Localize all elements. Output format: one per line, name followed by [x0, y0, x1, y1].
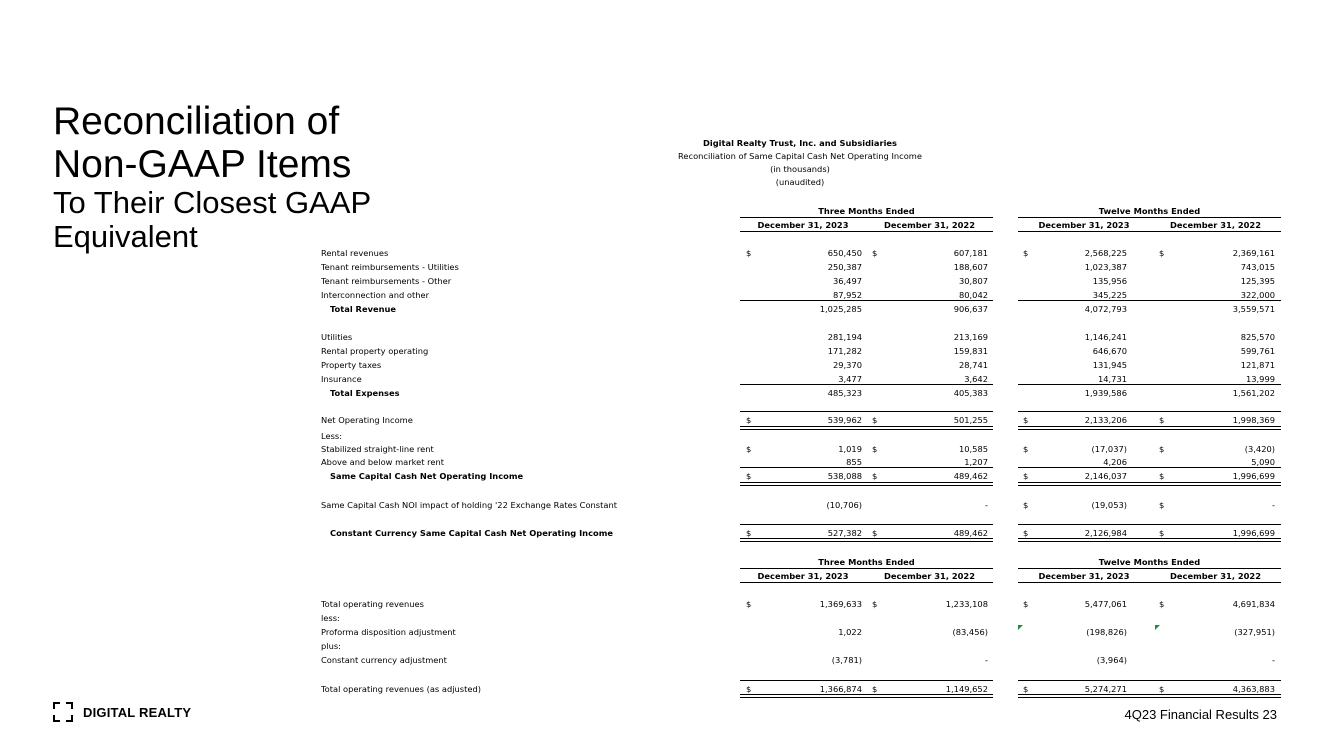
- row-value: 213,169: [953, 332, 988, 342]
- twelve-months-header-bottom: Twelve Months Ended: [1098, 557, 1201, 567]
- total-double-rule: [1018, 482, 1281, 486]
- row-label: less:: [321, 613, 340, 623]
- row-value: 5,090: [1251, 457, 1275, 467]
- row-value: 599,761: [1240, 346, 1275, 356]
- dollar-sign: $: [1023, 415, 1029, 425]
- row-value: (3,964): [1096, 655, 1127, 665]
- row-value: 29,370: [832, 360, 862, 370]
- header-rule: [740, 568, 993, 569]
- row-label: Constant Currency Same Capital Cash Net Operating Income: [330, 528, 613, 538]
- comment-flag-icon: [1155, 625, 1160, 630]
- dollar-sign: $: [1023, 444, 1029, 454]
- row-value: 1,369,633: [819, 599, 862, 609]
- row-value: 131,945: [1092, 360, 1127, 370]
- row-value: 4,072,793: [1084, 304, 1127, 314]
- row-value: 2,568,225: [1084, 248, 1127, 258]
- row-value: 1,366,874: [819, 684, 862, 694]
- row-label: Stabilized straight-line rent: [321, 444, 434, 454]
- row-value: 36,497: [832, 276, 862, 286]
- row-value: 1,561,202: [1232, 388, 1275, 398]
- footer: [1125, 707, 1278, 722]
- row-value: 125,395: [1240, 276, 1275, 286]
- row-value: 3,559,571: [1232, 304, 1275, 314]
- column-header-top: December 31, 2022: [1170, 220, 1261, 230]
- row-value: 322,000: [1240, 290, 1275, 300]
- report-audit: (unaudited): [775, 177, 825, 187]
- total-double-rule: [740, 538, 993, 542]
- row-label: Same Capital Cash Net Operating Income: [330, 471, 524, 481]
- dollar-sign: $: [872, 599, 878, 609]
- row-label: Net Operating Income: [321, 415, 413, 425]
- column-header-top: December 31, 2023: [1038, 220, 1130, 230]
- subtotal-rule: [1018, 300, 1281, 301]
- row-label: Rental revenues: [321, 248, 389, 258]
- logo-text: DIGITAL REALTY: [83, 704, 192, 720]
- row-value: 281,194: [827, 332, 862, 342]
- row-label: Insurance: [321, 374, 362, 384]
- row-value: 1,146,241: [1084, 332, 1127, 342]
- comment-flag-icon: [1018, 625, 1023, 630]
- subtotal-rule: [740, 384, 993, 385]
- three-months-header-top: Three Months Ended: [818, 206, 915, 216]
- row-value: 2,133,206: [1084, 415, 1127, 425]
- dollar-sign: $: [872, 684, 878, 694]
- dollar-sign: $: [872, 444, 878, 454]
- row-value: 501,255: [953, 415, 988, 425]
- row-label: Total Expenses: [330, 388, 400, 398]
- header-rule: [1018, 217, 1281, 218]
- row-value: (10,706): [826, 500, 862, 510]
- dollar-sign: $: [1159, 471, 1165, 481]
- dollar-sign: $: [1159, 415, 1165, 425]
- title-line-1: Reconciliation of: [53, 100, 340, 143]
- row-value: (83,456): [952, 627, 988, 637]
- row-value: 538,088: [827, 471, 862, 481]
- row-value: (3,420): [1244, 444, 1275, 454]
- digital-realty-bracket-icon: [53, 702, 73, 722]
- dollar-sign: $: [746, 471, 752, 481]
- column-header-bottom: December 31, 2022: [884, 571, 975, 581]
- dollar-sign: $: [872, 528, 878, 538]
- row-value: (198,826): [1086, 627, 1127, 637]
- row-value: 539,962: [827, 415, 862, 425]
- row-value: (17,037): [1091, 444, 1127, 454]
- report-header: [600, 137, 1000, 189]
- subtotal-rule: [1018, 524, 1281, 525]
- header-rule: [1018, 568, 1281, 569]
- row-label: Less:: [321, 431, 343, 441]
- subtotal-rule: [1018, 384, 1281, 385]
- row-label: Total operating revenues (as adjusted): [321, 684, 481, 694]
- subtotal-rule: [740, 300, 993, 301]
- subtotal-rule: [740, 524, 993, 525]
- header-rule: [1018, 231, 1281, 232]
- row-value: 159,831: [953, 346, 988, 356]
- row-value: 80,042: [958, 290, 988, 300]
- total-double-rule: [1018, 694, 1281, 698]
- column-header-bottom: December 31, 2023: [1038, 571, 1130, 581]
- subtotal-rule: [740, 411, 993, 412]
- column-header-top: December 31, 2022: [884, 220, 975, 230]
- row-value: 135,956: [1092, 276, 1127, 286]
- dollar-sign: $: [746, 444, 752, 454]
- row-value: (19,053): [1091, 500, 1127, 510]
- row-value: 489,462: [953, 471, 988, 481]
- row-value: 650,450: [827, 248, 862, 258]
- row-value: 10,585: [958, 444, 988, 454]
- row-value: 1,998,369: [1232, 415, 1275, 425]
- dollar-sign: $: [872, 248, 878, 258]
- column-header-bottom: December 31, 2022: [1170, 571, 1261, 581]
- row-value: 345,225: [1092, 290, 1127, 300]
- dollar-sign: $: [1023, 500, 1029, 510]
- row-value: 3,477: [838, 374, 862, 384]
- dollar-sign: $: [1159, 684, 1165, 694]
- row-value: 485,323: [827, 388, 862, 398]
- dollar-sign: $: [872, 471, 878, 481]
- row-value: 1,996,699: [1232, 528, 1275, 538]
- row-value: 646,670: [1092, 346, 1127, 356]
- row-value: 743,015: [1240, 262, 1275, 272]
- total-double-rule: [1018, 426, 1281, 430]
- dollar-sign: $: [1159, 248, 1165, 258]
- row-value: 3,642: [964, 374, 988, 384]
- twelve-months-header-top: Twelve Months Ended: [1098, 206, 1201, 216]
- dollar-sign: $: [1023, 684, 1029, 694]
- row-value: 1,022: [838, 627, 862, 637]
- row-value: 855: [846, 457, 862, 467]
- title-line-2: Non-GAAP Items: [53, 143, 352, 186]
- report-units: (in thousands): [770, 164, 830, 174]
- row-value: 1,019: [838, 444, 862, 454]
- row-value: 250,387: [827, 262, 862, 272]
- header-rule: [740, 582, 993, 583]
- row-value: 1,939,586: [1084, 388, 1127, 398]
- row-label: Total Revenue: [330, 304, 397, 314]
- row-value: 1,207: [964, 457, 988, 467]
- row-value: -: [985, 655, 988, 665]
- row-value: 1,149,652: [945, 684, 988, 694]
- row-value: 87,952: [832, 290, 862, 300]
- dollar-sign: $: [1159, 444, 1165, 454]
- row-value: 30,807: [958, 276, 988, 286]
- row-value: 5,477,061: [1084, 599, 1127, 609]
- page-number: 23: [1262, 707, 1277, 722]
- company-logo: [53, 702, 191, 722]
- dollar-sign: $: [746, 599, 752, 609]
- row-label: Rental property operating: [321, 346, 429, 356]
- total-double-rule: [1018, 538, 1281, 542]
- row-value: 4,206: [1103, 457, 1127, 467]
- row-label: Interconnection and other: [321, 290, 429, 300]
- subtotal-rule: [1018, 467, 1281, 468]
- row-value: (3,781): [831, 655, 862, 665]
- row-value: 4,363,883: [1232, 684, 1275, 694]
- row-label: Constant currency adjustment: [321, 655, 447, 665]
- three-months-header-bottom: Three Months Ended: [818, 557, 915, 567]
- subtotal-rule: [740, 680, 993, 681]
- row-value: 1,233,108: [945, 599, 988, 609]
- dollar-sign: $: [1159, 500, 1165, 510]
- row-value: 906,637: [953, 304, 988, 314]
- report-name: Reconciliation of Same Capital Cash Net Operating Income: [678, 151, 922, 161]
- subtitle-line-2: Equivalent: [53, 219, 198, 254]
- dollar-sign: $: [872, 415, 878, 425]
- row-value: 14,731: [1097, 374, 1127, 384]
- dollar-sign: $: [1023, 599, 1029, 609]
- row-value: 825,570: [1240, 332, 1275, 342]
- dollar-sign: $: [1023, 528, 1029, 538]
- row-label: Same Capital Cash NOI impact of holding '22 Exchange Rates Constant: [321, 500, 617, 510]
- dollar-sign: $: [1023, 471, 1029, 481]
- row-label: Tenant reimbursements - Other: [321, 276, 452, 286]
- header-rule: [740, 217, 993, 218]
- row-value: 527,382: [827, 528, 862, 538]
- row-value: 1,023,387: [1084, 262, 1127, 272]
- row-value: 607,181: [953, 248, 988, 258]
- row-label: Tenant reimbursements - Utilities: [321, 262, 459, 272]
- row-label: plus:: [321, 641, 341, 651]
- total-double-rule: [740, 482, 993, 486]
- dollar-sign: $: [1159, 528, 1165, 538]
- row-value: -: [1272, 500, 1275, 510]
- row-value: 489,462: [953, 528, 988, 538]
- row-value: 405,383: [953, 388, 988, 398]
- row-value: 2,146,037: [1084, 471, 1127, 481]
- header-rule: [1018, 582, 1281, 583]
- row-value: -: [1272, 655, 1275, 665]
- subtotal-rule: [1018, 680, 1281, 681]
- row-value: 171,282: [827, 346, 862, 356]
- dollar-sign: $: [746, 684, 752, 694]
- row-value: -: [985, 500, 988, 510]
- dollar-sign: $: [746, 248, 752, 258]
- row-value: 1,996,699: [1232, 471, 1275, 481]
- row-label: Utilities: [321, 332, 353, 342]
- row-value: 2,126,984: [1084, 528, 1127, 538]
- dollar-sign: $: [1023, 248, 1029, 258]
- row-value: 4,691,834: [1232, 599, 1275, 609]
- total-double-rule: [740, 426, 993, 430]
- column-header-top: December 31, 2023: [757, 220, 849, 230]
- company-name: Digital Realty Trust, Inc. and Subsidiaries: [703, 138, 897, 148]
- row-label: Above and below market rent: [321, 457, 445, 467]
- dollar-sign: $: [746, 415, 752, 425]
- row-value: (327,951): [1234, 627, 1275, 637]
- footer-report: 4Q23 Financial Results: [1124, 707, 1259, 722]
- total-double-rule: [740, 694, 993, 698]
- slide-title: [53, 100, 371, 254]
- subtitle-line-1: To Their Closest GAAP: [53, 185, 372, 220]
- row-value: 1,025,285: [819, 304, 862, 314]
- row-label: Total operating revenues: [321, 599, 424, 609]
- row-label: Proforma disposition adjustment: [321, 627, 456, 637]
- column-header-bottom: December 31, 2023: [757, 571, 849, 581]
- row-value: 121,871: [1240, 360, 1275, 370]
- dollar-sign: $: [1159, 599, 1165, 609]
- row-value: 13,999: [1245, 374, 1275, 384]
- row-label: Property taxes: [321, 360, 382, 370]
- dollar-sign: $: [746, 528, 752, 538]
- subtotal-rule: [740, 467, 993, 468]
- row-value: 2,369,161: [1232, 248, 1275, 258]
- row-value: 28,741: [958, 360, 988, 370]
- row-value: 188,607: [953, 262, 988, 272]
- header-rule: [740, 231, 993, 232]
- subtotal-rule: [1018, 411, 1281, 412]
- row-value: 5,274,271: [1084, 684, 1127, 694]
